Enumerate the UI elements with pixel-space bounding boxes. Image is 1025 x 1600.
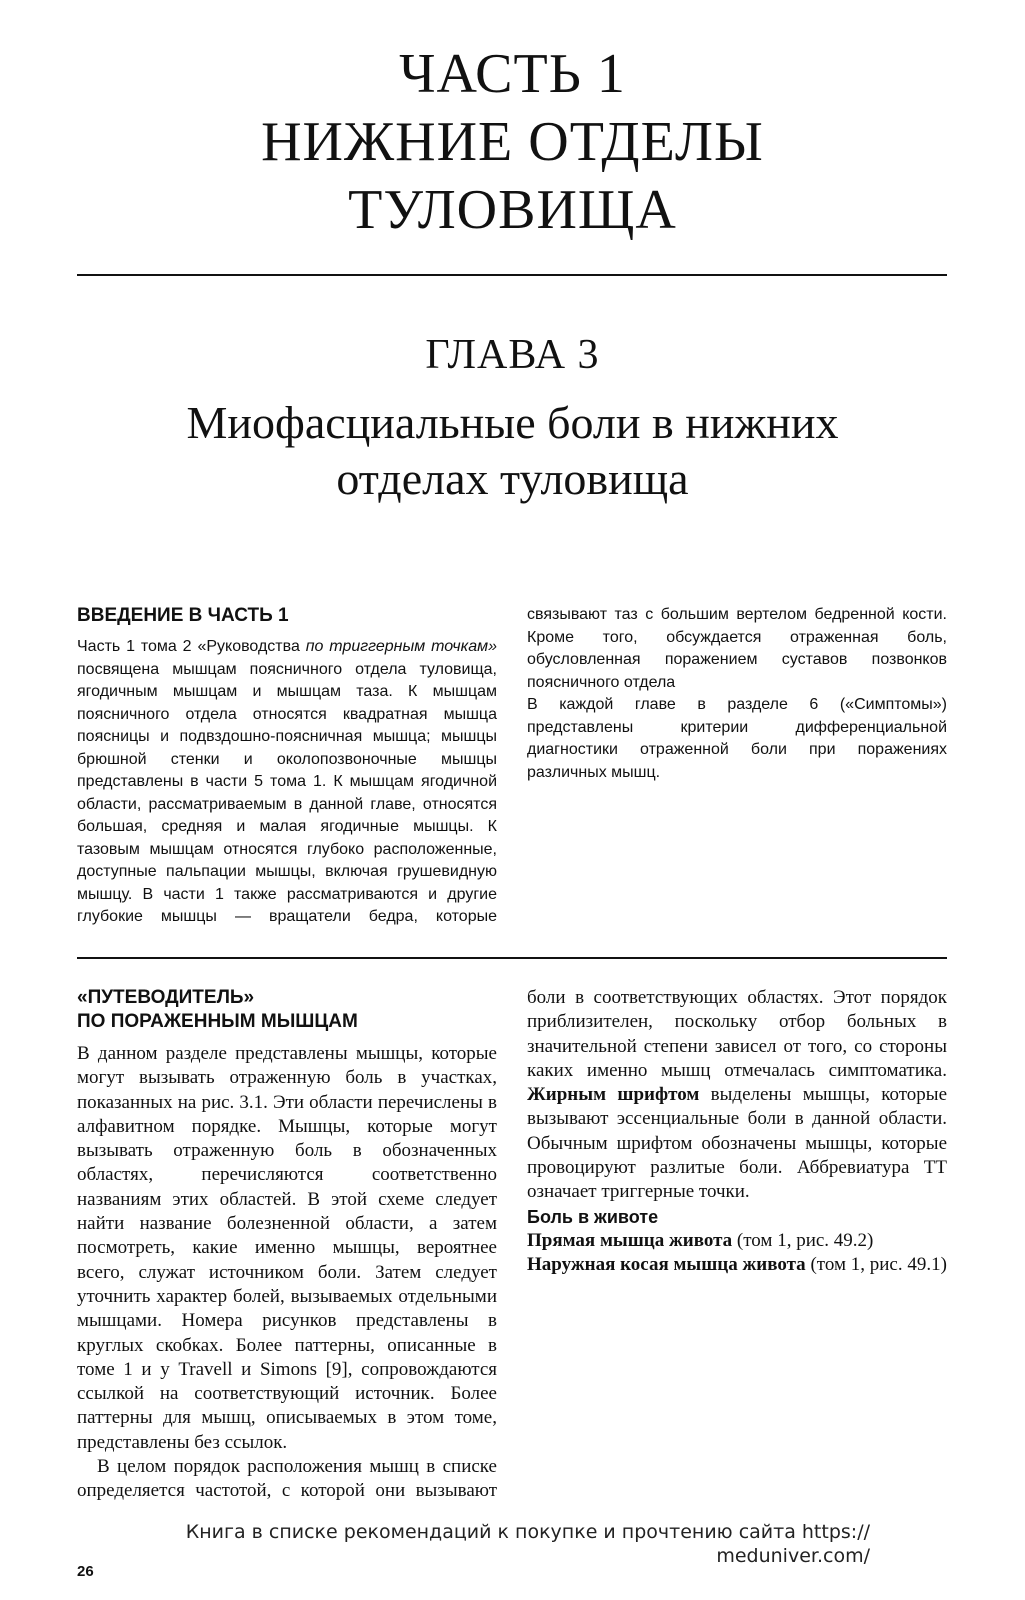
chapter-title	[0, 395, 1025, 507]
muscle-item: Прямая мышца живота (том 1, рис. 49.2)	[527, 1229, 874, 1251]
intro-heading: ВВЕДЕНИЕ В ЧАСТЬ 1	[77, 605, 289, 626]
chapter-title-line-1: Миофасциальные боли в нижних	[186, 397, 839, 448]
muscle-item: Наружная косая мышца живота (том 1, рис. 49.1)	[527, 1253, 947, 1275]
chapter-title-line-2: отделах туловища	[336, 453, 689, 504]
page-number: 26	[77, 1563, 94, 1580]
guide-bold-phrase: Жирным шрифтом	[527, 1084, 700, 1106]
chapter-label: ГЛАВА 3	[425, 332, 600, 378]
part-title-line-1: ЧАСТЬ 1	[399, 43, 626, 105]
guide-heading: «ПУТЕВОДИТЕЛЬ» ПО ПОРАЖЕННЫМ МЫШЦАМ	[77, 987, 358, 1032]
abdominal-pain-subheading: Боль в животе	[527, 1206, 659, 1227]
intro-section	[77, 604, 947, 934]
intro-paragraph-2: В каждой главе в разделе 6 («Симптомы») представлены критерии дифференциальной диагностики отраженной боли при поражениях различных мышц.	[527, 696, 947, 781]
guide-paragraph-1: В данном разделе представлены мышцы, которые могут вызывать отраженную боль в участках, показанных на рис. 3.1. Эти области перечислены в алфавитном порядке. Мышцы, которые могут вызывать отраженную боль в обозначенных областях, перечисляются соответственно названиям этих областей. В этой схеме следует найти название болезненной области, а затем посмотреть, какие именно мышцы, вероятнее всего, служат источником боли. Затем следует уточнить характер болей, вызываемых отдельными мышцами. Номера рисунков представлены в круглых скобках. Более паттерны, описанные в томе 1 и у Travell и Simons [9], сопровождаются ссылкой на соответствующий источник. Более паттерны для мышц, описываемых в этом томе, представлены без ссылок.	[77, 1043, 497, 1453]
muscle-list	[527, 1229, 947, 1278]
guide-paragraph-2: В целом порядок расположения мышц в списке определяется частотой, с которой они вызывают боли в соответствующих областях. Этот порядок приблизителен, поскольку отбор больных в значительной степени зависел от того, со стороны каких именно мышц отмечалась симптоматика. Жирным шрифтом выделены мышцы, которые вызывают эссенциальные боли в данной области. Обычным шрифтом обозначены мышцы, которые провоцируют разлитые боли. Аббревиатура ТТ означает триггерные точки.	[77, 987, 947, 1502]
guide-section	[77, 986, 947, 1518]
intro-paragraph-1: Часть 1 тома 2 «Руководства по триггерным точкам» посвящена мышцам поясничного отдела туловища, ягодичным мышцам и мышцам таза. К мышцам поясничного отдела относятся квадратная мышца поясницы и подвздошно-поясничная мышца; мышцы брюшной стенки и околопозвоночные мышцы представлены в части 5 тома 1. К мышцам ягодичной области, рассматриваемым в данной главе, относятся большая, средняя и малая ягодичные мышцы. К тазовым мышцам относятся глубоко расположенные, доступные пальпации мышцы, включая грушевидную мышцу. В части 1 также рассматриваются и другие глубокие мышцы — вращатели бедра, которые связывают таз с большим вертелом бедренной кости. Кроме того, обсуждается отраженная боль, обусловленная поражением суставов позвонков поясничного отдела	[77, 606, 947, 925]
intro-paragraph-1-emphasis: по триггерным точкам»	[305, 638, 498, 655]
divider-top	[77, 274, 947, 276]
part-title	[0, 40, 1025, 244]
part-title-line-2: НИЖНИЕ ОТДЕЛЫ	[261, 111, 764, 173]
divider-middle	[77, 957, 947, 959]
footer-note: Книга в списке рекомендаций к покупке и прочтению сайта https:// meduniver.com/	[185, 1521, 870, 1567]
part-title-line-3: ТУЛОВИЩА	[348, 179, 677, 241]
